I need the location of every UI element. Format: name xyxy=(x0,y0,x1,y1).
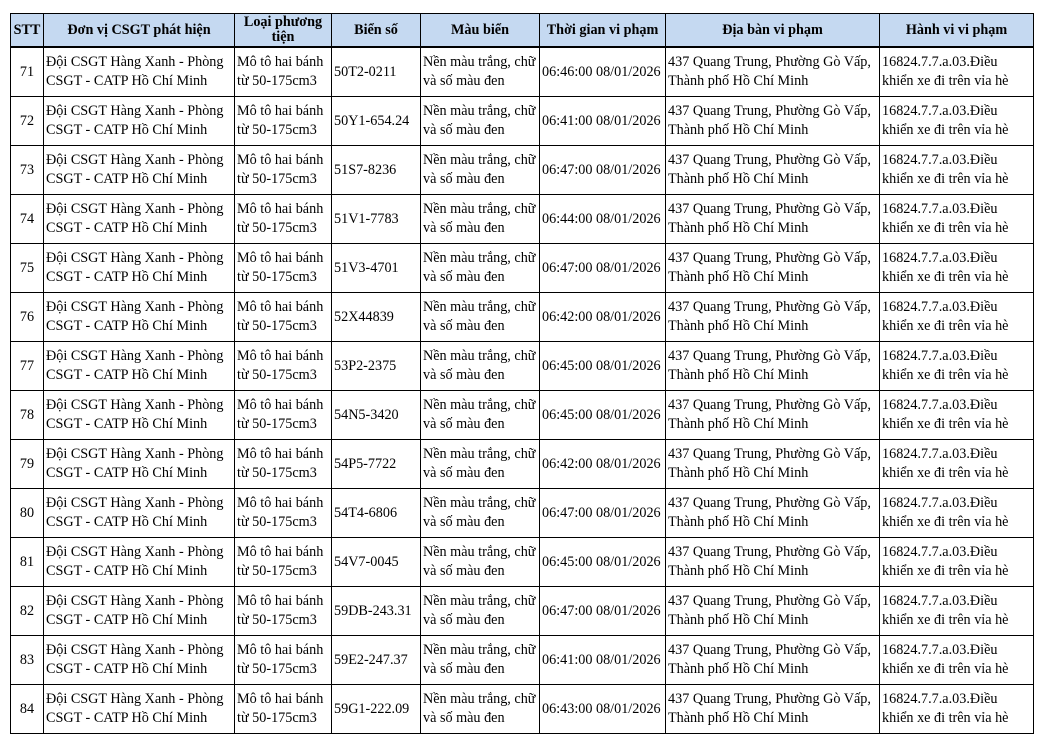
cell-time: 06:45:00 08/01/2026 xyxy=(540,391,666,440)
cell-location: 437 Quang Trung, Phường Gò Vấp, Thành phố Hồ Chí Minh xyxy=(666,440,880,489)
table-row xyxy=(11,97,1034,146)
cell-plate: 51S7-8236 xyxy=(332,146,421,195)
cell-time: 06:47:00 08/01/2026 xyxy=(540,146,666,195)
cell-location: 437 Quang Trung, Phường Gò Vấp, Thành phố Hồ Chí Minh xyxy=(666,97,880,146)
cell-unit: Đội CSGT Hàng Xanh - Phòng CSGT - CATP Hồ Chí Minh xyxy=(44,195,235,244)
table-row xyxy=(11,489,1034,538)
cell-violation: 16824.7.7.a.03.Điều khiển xe đi trên vỉa hè xyxy=(880,97,1034,146)
cell-time: 06:43:00 08/01/2026 xyxy=(540,685,666,734)
cell-location: 437 Quang Trung, Phường Gò Vấp, Thành phố Hồ Chí Minh xyxy=(666,587,880,636)
cell-stt: 84 xyxy=(11,685,44,734)
table-row xyxy=(11,685,1034,734)
cell-time: 06:47:00 08/01/2026 xyxy=(540,244,666,293)
table-body xyxy=(11,47,1034,734)
cell-plate: 50T2-0211 xyxy=(332,47,421,97)
cell-location: 437 Quang Trung, Phường Gò Vấp, Thành phố Hồ Chí Minh xyxy=(666,244,880,293)
cell-violation: 16824.7.7.a.03.Điều khiển xe đi trên vỉa hè xyxy=(880,538,1034,587)
cell-violation: 16824.7.7.a.03.Điều khiển xe đi trên vỉa hè xyxy=(880,293,1034,342)
cell-unit: Đội CSGT Hàng Xanh - Phòng CSGT - CATP Hồ Chí Minh xyxy=(44,293,235,342)
cell-time: 06:42:00 08/01/2026 xyxy=(540,293,666,342)
table-row xyxy=(11,636,1034,685)
table-row xyxy=(11,342,1034,391)
cell-stt: 78 xyxy=(11,391,44,440)
cell-violation: 16824.7.7.a.03.Điều khiển xe đi trên vỉa hè xyxy=(880,440,1034,489)
cell-stt: 75 xyxy=(11,244,44,293)
cell-plate-color: Nền màu trắng, chữ và số màu đen xyxy=(421,489,540,538)
table-row xyxy=(11,391,1034,440)
cell-violation: 16824.7.7.a.03.Điều khiển xe đi trên vỉa hè xyxy=(880,195,1034,244)
cell-plate-color: Nền màu trắng, chữ và số màu đen xyxy=(421,440,540,489)
cell-plate: 54N5-3420 xyxy=(332,391,421,440)
cell-plate: 59E2-247.37 xyxy=(332,636,421,685)
table-row xyxy=(11,538,1034,587)
cell-time: 06:45:00 08/01/2026 xyxy=(540,538,666,587)
cell-plate-color: Nền màu trắng, chữ và số màu đen xyxy=(421,391,540,440)
cell-stt: 82 xyxy=(11,587,44,636)
cell-location: 437 Quang Trung, Phường Gò Vấp, Thành phố Hồ Chí Minh xyxy=(666,146,880,195)
cell-plate: 54P5-7722 xyxy=(332,440,421,489)
cell-stt: 79 xyxy=(11,440,44,489)
header-stt: STT xyxy=(11,14,44,48)
cell-violation: 16824.7.7.a.03.Điều khiển xe đi trên vỉa hè xyxy=(880,391,1034,440)
cell-plate: 53P2-2375 xyxy=(332,342,421,391)
cell-stt: 80 xyxy=(11,489,44,538)
cell-plate: 59G1-222.09 xyxy=(332,685,421,734)
cell-plate: 54T4-6806 xyxy=(332,489,421,538)
cell-location: 437 Quang Trung, Phường Gò Vấp, Thành phố Hồ Chí Minh xyxy=(666,685,880,734)
cell-plate: 51V3-4701 xyxy=(332,244,421,293)
cell-time: 06:47:00 08/01/2026 xyxy=(540,587,666,636)
cell-unit: Đội CSGT Hàng Xanh - Phòng CSGT - CATP Hồ Chí Minh xyxy=(44,636,235,685)
table-row xyxy=(11,244,1034,293)
header-vehicle-type: Loại phương tiện xyxy=(235,14,332,48)
cell-unit: Đội CSGT Hàng Xanh - Phòng CSGT - CATP Hồ Chí Minh xyxy=(44,342,235,391)
cell-plate-color: Nền màu trắng, chữ và số màu đen xyxy=(421,146,540,195)
table-row xyxy=(11,47,1034,97)
cell-violation: 16824.7.7.a.03.Điều khiển xe đi trên vỉa hè xyxy=(880,636,1034,685)
cell-vehicle-type: Mô tô hai bánh từ 50-175cm3 xyxy=(235,587,332,636)
cell-location: 437 Quang Trung, Phường Gò Vấp, Thành phố Hồ Chí Minh xyxy=(666,391,880,440)
cell-plate: 51V1-7783 xyxy=(332,195,421,244)
cell-violation: 16824.7.7.a.03.Điều khiển xe đi trên vỉa hè xyxy=(880,342,1034,391)
cell-location: 437 Quang Trung, Phường Gò Vấp, Thành phố Hồ Chí Minh xyxy=(666,636,880,685)
cell-vehicle-type: Mô tô hai bánh từ 50-175cm3 xyxy=(235,47,332,97)
cell-vehicle-type: Mô tô hai bánh từ 50-175cm3 xyxy=(235,293,332,342)
cell-plate-color: Nền màu trắng, chữ và số màu đen xyxy=(421,97,540,146)
header-plate: Biển số xyxy=(332,14,421,48)
cell-vehicle-type: Mô tô hai bánh từ 50-175cm3 xyxy=(235,636,332,685)
violations-table-wrapper xyxy=(10,13,1034,734)
cell-stt: 71 xyxy=(11,47,44,97)
cell-time: 06:41:00 08/01/2026 xyxy=(540,97,666,146)
cell-unit: Đội CSGT Hàng Xanh - Phòng CSGT - CATP Hồ Chí Minh xyxy=(44,685,235,734)
cell-plate-color: Nền màu trắng, chữ và số màu đen xyxy=(421,47,540,97)
header-time: Thời gian vi phạm xyxy=(540,14,666,48)
cell-vehicle-type: Mô tô hai bánh từ 50-175cm3 xyxy=(235,97,332,146)
cell-unit: Đội CSGT Hàng Xanh - Phòng CSGT - CATP Hồ Chí Minh xyxy=(44,244,235,293)
cell-vehicle-type: Mô tô hai bánh từ 50-175cm3 xyxy=(235,195,332,244)
cell-time: 06:45:00 08/01/2026 xyxy=(540,342,666,391)
cell-plate: 54V7-0045 xyxy=(332,538,421,587)
cell-stt: 72 xyxy=(11,97,44,146)
cell-location: 437 Quang Trung, Phường Gò Vấp, Thành phố Hồ Chí Minh xyxy=(666,489,880,538)
cell-unit: Đội CSGT Hàng Xanh - Phòng CSGT - CATP Hồ Chí Minh xyxy=(44,538,235,587)
cell-vehicle-type: Mô tô hai bánh từ 50-175cm3 xyxy=(235,391,332,440)
cell-plate-color: Nền màu trắng, chữ và số màu đen xyxy=(421,293,540,342)
cell-vehicle-type: Mô tô hai bánh từ 50-175cm3 xyxy=(235,489,332,538)
header-location: Địa bàn vi phạm xyxy=(666,14,880,48)
table-row xyxy=(11,293,1034,342)
cell-stt: 76 xyxy=(11,293,44,342)
cell-stt: 73 xyxy=(11,146,44,195)
cell-plate-color: Nền màu trắng, chữ và số màu đen xyxy=(421,685,540,734)
cell-plate: 59DB-243.31 xyxy=(332,587,421,636)
table-row xyxy=(11,440,1034,489)
table-row xyxy=(11,587,1034,636)
cell-time: 06:47:00 08/01/2026 xyxy=(540,489,666,538)
cell-time: 06:46:00 08/01/2026 xyxy=(540,47,666,97)
table-header xyxy=(11,14,1034,48)
cell-time: 06:44:00 08/01/2026 xyxy=(540,195,666,244)
cell-unit: Đội CSGT Hàng Xanh - Phòng CSGT - CATP Hồ Chí Minh xyxy=(44,146,235,195)
table-row xyxy=(11,195,1034,244)
cell-unit: Đội CSGT Hàng Xanh - Phòng CSGT - CATP Hồ Chí Minh xyxy=(44,391,235,440)
violations-table xyxy=(10,13,1034,734)
cell-vehicle-type: Mô tô hai bánh từ 50-175cm3 xyxy=(235,146,332,195)
cell-plate-color: Nền màu trắng, chữ và số màu đen xyxy=(421,244,540,293)
cell-violation: 16824.7.7.a.03.Điều khiển xe đi trên vỉa hè xyxy=(880,47,1034,97)
cell-violation: 16824.7.7.a.03.Điều khiển xe đi trên vỉa hè xyxy=(880,587,1034,636)
cell-unit: Đội CSGT Hàng Xanh - Phòng CSGT - CATP Hồ Chí Minh xyxy=(44,97,235,146)
cell-location: 437 Quang Trung, Phường Gò Vấp, Thành phố Hồ Chí Minh xyxy=(666,195,880,244)
cell-violation: 16824.7.7.a.03.Điều khiển xe đi trên vỉa hè xyxy=(880,489,1034,538)
cell-vehicle-type: Mô tô hai bánh từ 50-175cm3 xyxy=(235,538,332,587)
cell-plate: 52X44839 xyxy=(332,293,421,342)
cell-plate-color: Nền màu trắng, chữ và số màu đen xyxy=(421,342,540,391)
cell-unit: Đội CSGT Hàng Xanh - Phòng CSGT - CATP Hồ Chí Minh xyxy=(44,587,235,636)
cell-location: 437 Quang Trung, Phường Gò Vấp, Thành phố Hồ Chí Minh xyxy=(666,47,880,97)
cell-violation: 16824.7.7.a.03.Điều khiển xe đi trên vỉa hè xyxy=(880,146,1034,195)
header-unit: Đơn vị CSGT phát hiện xyxy=(44,14,235,48)
cell-location: 437 Quang Trung, Phường Gò Vấp, Thành phố Hồ Chí Minh xyxy=(666,342,880,391)
cell-time: 06:42:00 08/01/2026 xyxy=(540,440,666,489)
cell-unit: Đội CSGT Hàng Xanh - Phòng CSGT - CATP Hồ Chí Minh xyxy=(44,489,235,538)
cell-vehicle-type: Mô tô hai bánh từ 50-175cm3 xyxy=(235,685,332,734)
cell-unit: Đội CSGT Hàng Xanh - Phòng CSGT - CATP Hồ Chí Minh xyxy=(44,47,235,97)
cell-violation: 16824.7.7.a.03.Điều khiển xe đi trên vỉa hè xyxy=(880,244,1034,293)
cell-plate-color: Nền màu trắng, chữ và số màu đen xyxy=(421,587,540,636)
cell-plate-color: Nền màu trắng, chữ và số màu đen xyxy=(421,538,540,587)
table-row xyxy=(11,146,1034,195)
header-row xyxy=(11,14,1034,48)
cell-location: 437 Quang Trung, Phường Gò Vấp, Thành phố Hồ Chí Minh xyxy=(666,538,880,587)
header-plate-color: Màu biển xyxy=(421,14,540,48)
cell-stt: 77 xyxy=(11,342,44,391)
cell-stt: 83 xyxy=(11,636,44,685)
cell-plate-color: Nền màu trắng, chữ và số màu đen xyxy=(421,195,540,244)
cell-vehicle-type: Mô tô hai bánh từ 50-175cm3 xyxy=(235,440,332,489)
header-violation: Hành vi vi phạm xyxy=(880,14,1034,48)
cell-vehicle-type: Mô tô hai bánh từ 50-175cm3 xyxy=(235,244,332,293)
cell-time: 06:41:00 08/01/2026 xyxy=(540,636,666,685)
cell-plate-color: Nền màu trắng, chữ và số màu đen xyxy=(421,636,540,685)
cell-location: 437 Quang Trung, Phường Gò Vấp, Thành phố Hồ Chí Minh xyxy=(666,293,880,342)
cell-plate: 50Y1-654.24 xyxy=(332,97,421,146)
cell-stt: 74 xyxy=(11,195,44,244)
cell-stt: 81 xyxy=(11,538,44,587)
cell-unit: Đội CSGT Hàng Xanh - Phòng CSGT - CATP Hồ Chí Minh xyxy=(44,440,235,489)
cell-vehicle-type: Mô tô hai bánh từ 50-175cm3 xyxy=(235,342,332,391)
cell-violation: 16824.7.7.a.03.Điều khiển xe đi trên vỉa hè xyxy=(880,685,1034,734)
